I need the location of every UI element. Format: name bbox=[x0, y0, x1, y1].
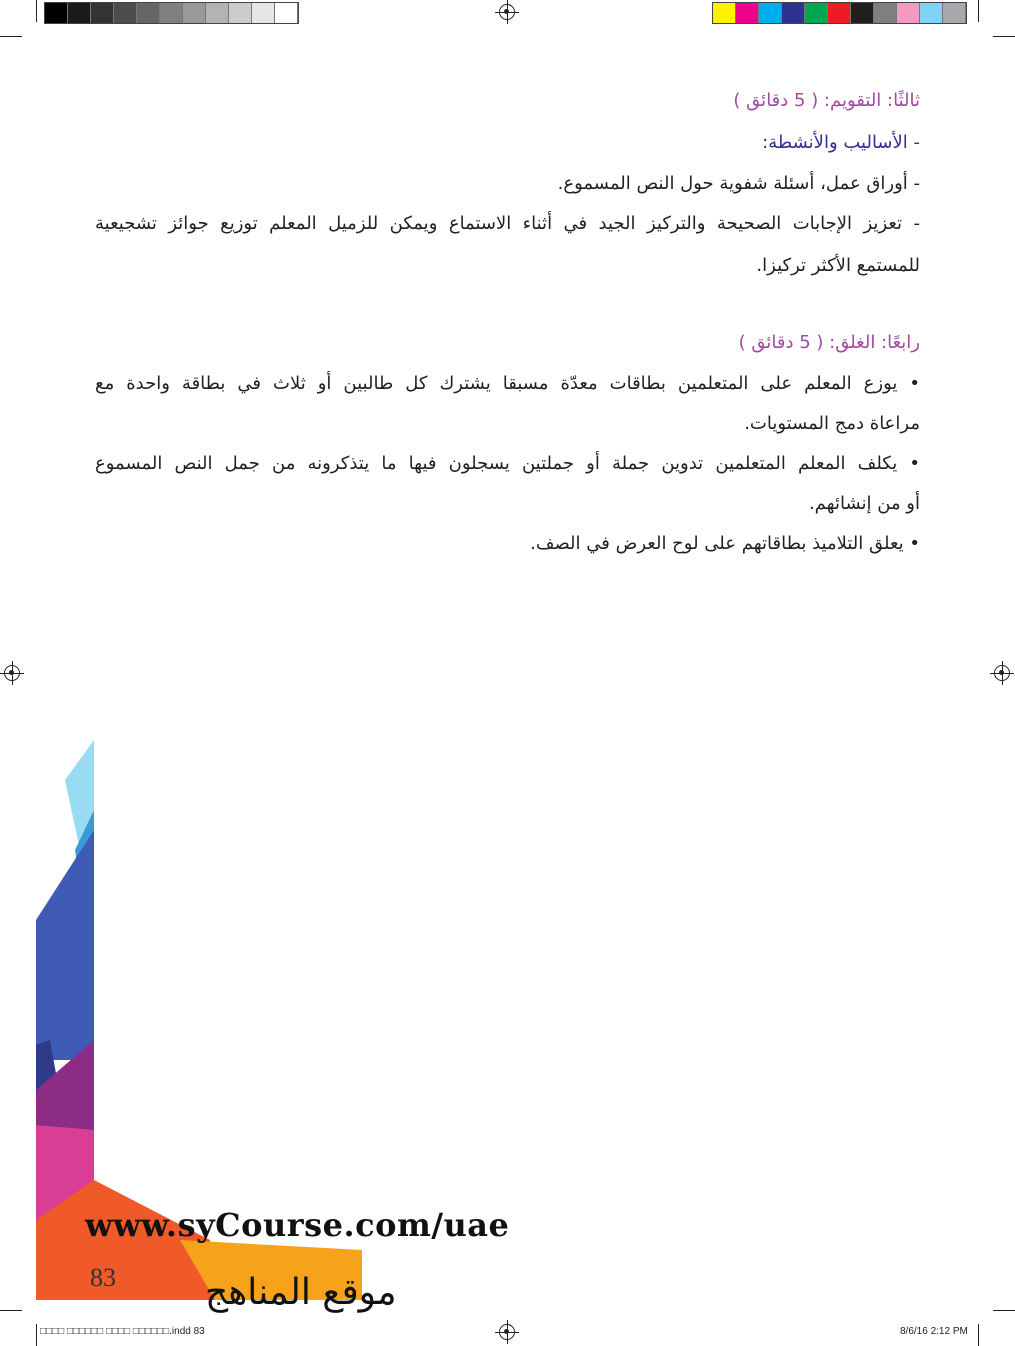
color-swatch bbox=[206, 3, 229, 23]
file-slug: □□□□ □□□□□□ □□□□ □□□□□□.indd 83 bbox=[40, 1326, 205, 1337]
evaluation-item: - تعزيز الإجابات الصحيحة والتركيز الجيد في أثناء الاستماع ويمكن للزميل المعلم توزيع جوائز تشجيعية bbox=[95, 213, 920, 234]
crop-mark bbox=[978, 0, 979, 22]
color-swatch bbox=[943, 3, 966, 23]
color-swatch bbox=[183, 3, 206, 23]
closure-bullet-continued: مراعاة دمج المستويات. bbox=[744, 413, 920, 434]
color-swatch bbox=[68, 3, 91, 23]
color-swatch bbox=[759, 3, 782, 23]
color-swatch bbox=[874, 3, 897, 23]
closure-bullet-continued: أو من إنشائهم. bbox=[808, 493, 920, 514]
crop-mark bbox=[978, 1324, 979, 1346]
evaluation-item-continued: للمستمع الأكثر تركيزا. bbox=[756, 255, 920, 276]
color-swatch bbox=[828, 3, 851, 23]
registration-mark bbox=[499, 1324, 515, 1340]
crop-mark bbox=[0, 36, 22, 37]
blue-shape bbox=[36, 830, 94, 1060]
crop-mark bbox=[993, 36, 1015, 37]
crop-mark bbox=[993, 1310, 1015, 1311]
closure-bullet: • يعلق التلاميذ بطاقاتهم على لوح العرض في الصف. bbox=[530, 533, 920, 554]
section-heading-evaluation: ثالثًا: التقويم: ( 5 دقائق ) bbox=[733, 90, 920, 111]
color-swatch bbox=[137, 3, 160, 23]
registration-mark bbox=[499, 4, 515, 20]
evaluation-item: - أوراق عمل، أسئلة شفوية حول النص المسموع. bbox=[557, 173, 920, 194]
registration-mark bbox=[4, 665, 20, 681]
color-swatch bbox=[897, 3, 920, 23]
color-swatch bbox=[252, 3, 275, 23]
closure-bullet: • يكلف المعلم المتعلمين تدوين جملة أو جملتين يسجلون فيها ما يتذكرونه من جمل النص المسموع bbox=[95, 453, 920, 474]
color-swatch bbox=[275, 3, 298, 23]
crop-mark bbox=[36, 0, 37, 22]
color-swatch bbox=[782, 3, 805, 23]
page-number: 83 bbox=[90, 1263, 116, 1292]
color-swatch bbox=[736, 3, 759, 23]
color-swatch bbox=[851, 3, 874, 23]
color-swatch bbox=[160, 3, 183, 23]
decorative-geometric-shapes bbox=[0, 740, 380, 1340]
color-swatch bbox=[91, 3, 114, 23]
methods-subheading: - الأساليب والأنشطة: bbox=[762, 132, 920, 153]
color-swatch bbox=[114, 3, 137, 23]
print-timestamp: 8/6/16 2:12 PM bbox=[900, 1326, 968, 1337]
color-swatch bbox=[45, 3, 68, 23]
process-color-bar bbox=[712, 2, 967, 24]
site-url: www.syCourse.com/uae bbox=[85, 1206, 510, 1244]
color-swatch bbox=[920, 3, 943, 23]
site-name-arabic: موقع المناهج bbox=[205, 1272, 397, 1313]
color-swatch bbox=[713, 3, 736, 23]
grayscale-color-bar bbox=[44, 2, 299, 24]
section-heading-closure: رابعًا: الغلق: ( 5 دقائق ) bbox=[738, 332, 920, 353]
color-swatch bbox=[805, 3, 828, 23]
color-swatch bbox=[229, 3, 252, 23]
closure-bullet: • يوزع المعلم على المتعلمين بطاقات معدّة مسبقا يشترك كل طالبين أو ثلاث في بطاقة واحدة مع bbox=[95, 373, 920, 394]
registration-mark bbox=[994, 665, 1010, 681]
